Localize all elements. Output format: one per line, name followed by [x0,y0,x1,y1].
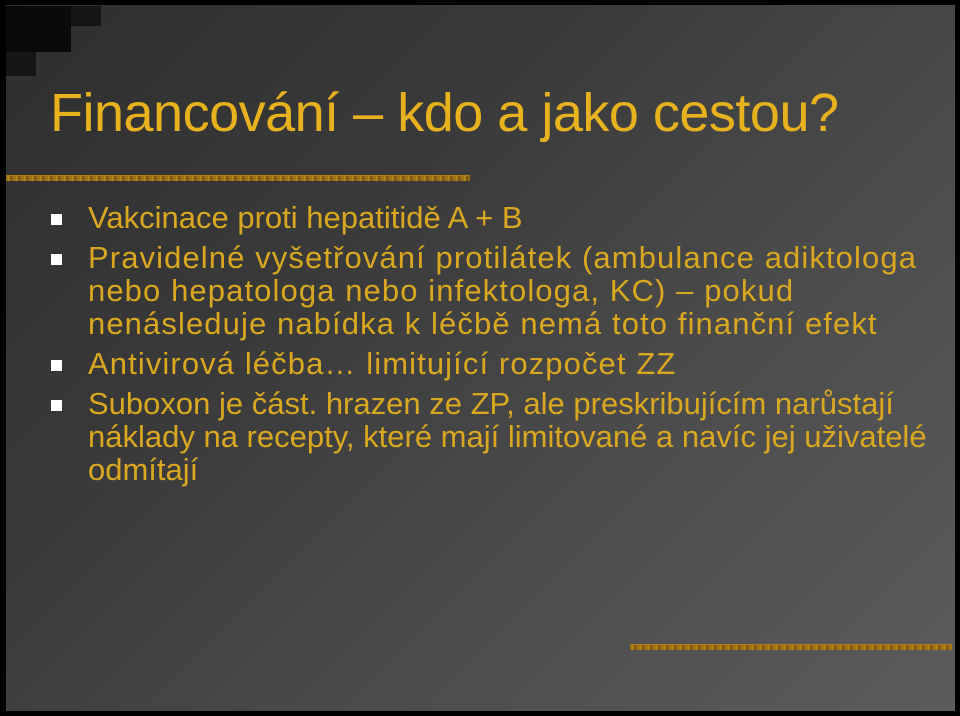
slide-title: Financování – kdo a jako cestou? [50,83,839,143]
bullet-text: Antivirová léčba… limitující rozpočet ZZ [88,346,677,381]
bullet-item [48,347,928,380]
footer-rule [630,644,952,650]
bullet-text: Vakcinace proti hepatitidě A + B [88,200,523,235]
white-square-bullet-icon [51,360,62,371]
white-square-bullet-icon [51,254,62,265]
bullet-list [48,201,928,493]
bullet-text: Suboxon je část. hrazen ze ZP, ale preskribujícím narůstají náklady na recepty, které mají limitované a navíc jej uživatelé odmítají [88,386,927,487]
bullet-item [48,201,928,234]
corner-decoration [6,6,71,52]
title-underline [6,175,470,181]
bullet-text: Pravidelné vyšetřování protilátek (ambulance adiktologa nebo hepatologa nebo infektologa, KC) – pokud nenásleduje nabídka k léčbě nemá toto finanční efekt [88,240,918,341]
corner-decoration [6,52,36,76]
white-square-bullet-icon [51,214,62,225]
white-square-bullet-icon [51,400,62,411]
corner-decoration [71,6,101,26]
bullet-item [48,241,928,340]
bullet-item [48,387,928,486]
